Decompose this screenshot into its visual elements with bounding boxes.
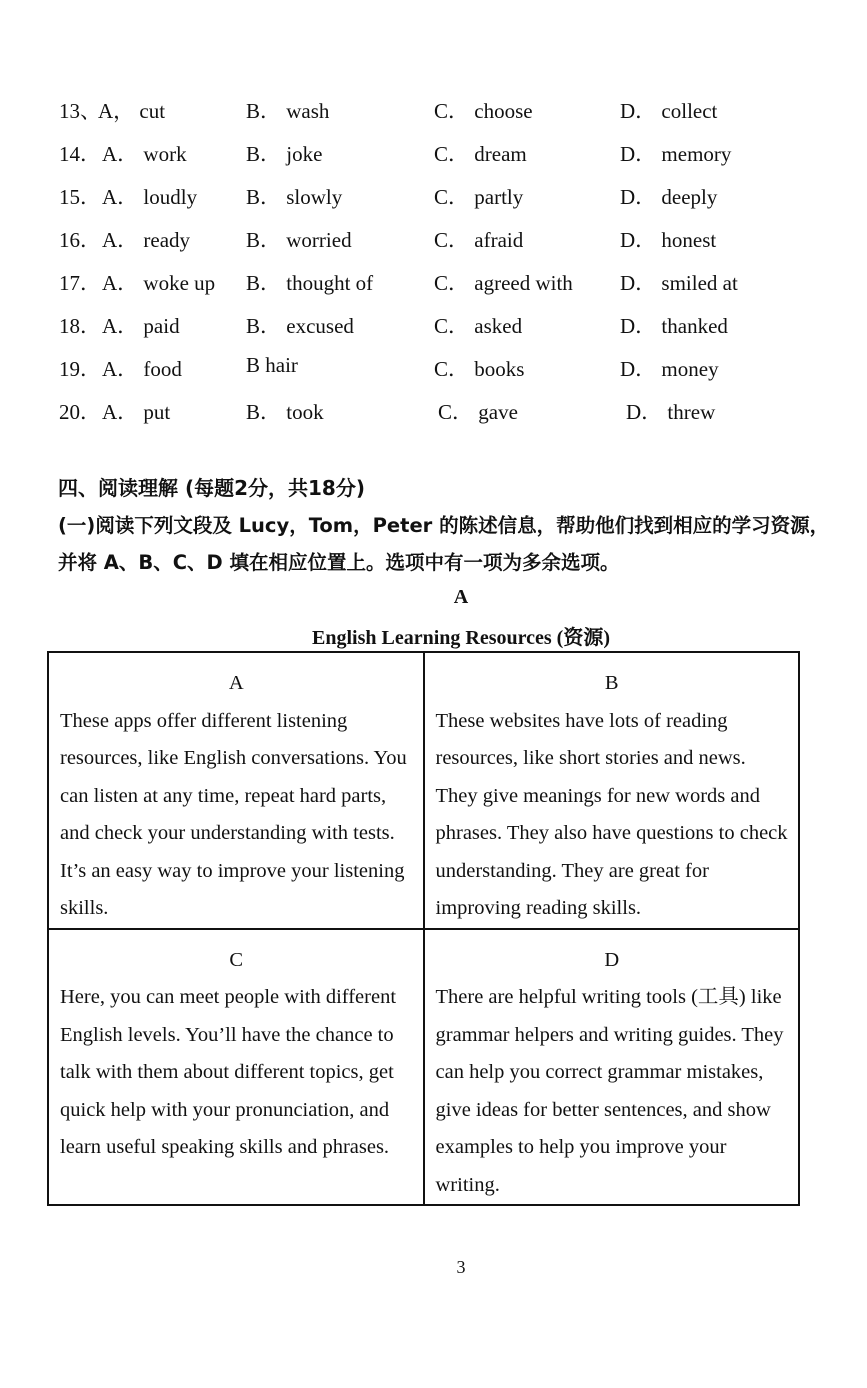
section-title: 四、阅读理解 (每题2分，共18分) — [58, 476, 365, 500]
question-number: 19． — [59, 357, 101, 381]
passage-label: A — [453, 586, 469, 608]
option-b: B． thought of — [246, 271, 374, 295]
resource-letter: D — [604, 948, 620, 971]
table-row — [48, 652, 799, 929]
option-d: D． thanked — [620, 314, 728, 338]
resource-cell-b — [424, 652, 800, 929]
question-number: 18． — [59, 314, 101, 338]
option-row-15 — [0, 181, 867, 211]
resource-cell-d — [424, 929, 800, 1206]
option-row-13 — [0, 95, 867, 125]
option-d: D． smiled at — [620, 271, 738, 295]
option-row-16 — [0, 224, 867, 254]
option-row-14 — [0, 138, 867, 168]
question-number: 15． — [59, 185, 101, 209]
option-a: A． food — [102, 357, 182, 381]
option-b: B． took — [246, 400, 324, 424]
resource-cell-c — [48, 929, 424, 1206]
question-number: 16． — [59, 228, 101, 252]
resource-letter: A — [228, 672, 244, 694]
option-row-19 — [0, 353, 867, 383]
option-b: B． joke — [246, 142, 323, 166]
option-d: D． honest — [620, 228, 717, 252]
table-title: English Learning Resources (资源) — [312, 627, 610, 649]
option-b: B hair — [246, 353, 298, 377]
option-a: A． work — [102, 142, 187, 166]
resource-text: There are helpful writing tools (工具) like grammar helpers and writing guides. They can help you correct grammar mistakes, give ideas for better sentences, and show examples to help you improve your writing. — [435, 986, 784, 1196]
table-row — [48, 929, 799, 1206]
instruction-line-2: 并将 A、B、C、D 填在相应位置上。选项中有一项为多余选项。 — [58, 551, 620, 574]
option-a: A． paid — [102, 314, 180, 338]
option-c: C． gave — [438, 400, 518, 424]
question-number: 17． — [59, 271, 101, 295]
option-c: C． partly — [434, 185, 524, 209]
option-b: B． wash — [246, 99, 330, 123]
option-c: C． agreed with — [434, 271, 573, 295]
option-row-18 — [0, 310, 867, 340]
option-c: C． choose — [434, 99, 533, 123]
question-number: 14． — [59, 142, 101, 166]
resource-text: These websites have lots of reading resources, like short stories and news. They give meanings for new words and phrases. They also have questions to check understanding. They are great for improving reading skills. — [435, 709, 788, 919]
option-c: C． afraid — [434, 228, 524, 252]
option-c: C． books — [434, 357, 525, 381]
option-d: D． deeply — [620, 185, 718, 209]
resource-cell-a — [48, 652, 424, 929]
option-a: A． put — [102, 400, 171, 424]
resource-letter: B — [604, 672, 619, 694]
resource-text: Here, you can meet people with different English levels. You’ll have the chance to talk with them about different topics, get quick help with your pronunciation, and learn useful speaking skills and phrases. — [60, 986, 397, 1158]
option-b: B． slowly — [246, 185, 343, 209]
option-row-20 — [0, 396, 867, 426]
option-a: A． woke up — [102, 271, 216, 295]
option-a: A， cut — [98, 99, 166, 123]
option-b: B． worried — [246, 228, 352, 252]
option-d: D． memory — [620, 142, 732, 166]
question-number: 20． — [59, 400, 101, 424]
option-a: A． ready — [102, 228, 191, 252]
question-number: 13、 — [59, 99, 101, 123]
option-d: D． threw — [626, 400, 716, 424]
resource-letter: C — [229, 948, 244, 971]
option-c: C． dream — [434, 142, 527, 166]
instruction-line-1: (一)阅读下列文段及 Lucy，Tom，Peter 的陈述信息，帮助他们找到相应的学习资源， — [58, 514, 830, 537]
page-number: 3 — [456, 1257, 466, 1277]
option-c: C． asked — [434, 314, 523, 338]
option-d: D． collect — [620, 99, 718, 123]
option-a: A． loudly — [102, 185, 198, 209]
option-d: D． money — [620, 357, 719, 381]
resource-text: These apps offer different listening resources, like English conversations. You can listen at any time, repeat hard parts, and check your understanding with tests. It’s an easy way to improve your listening skills. — [60, 709, 407, 919]
resources-table — [47, 651, 800, 1206]
option-row-17 — [0, 267, 867, 297]
option-b: B． excused — [246, 314, 354, 338]
